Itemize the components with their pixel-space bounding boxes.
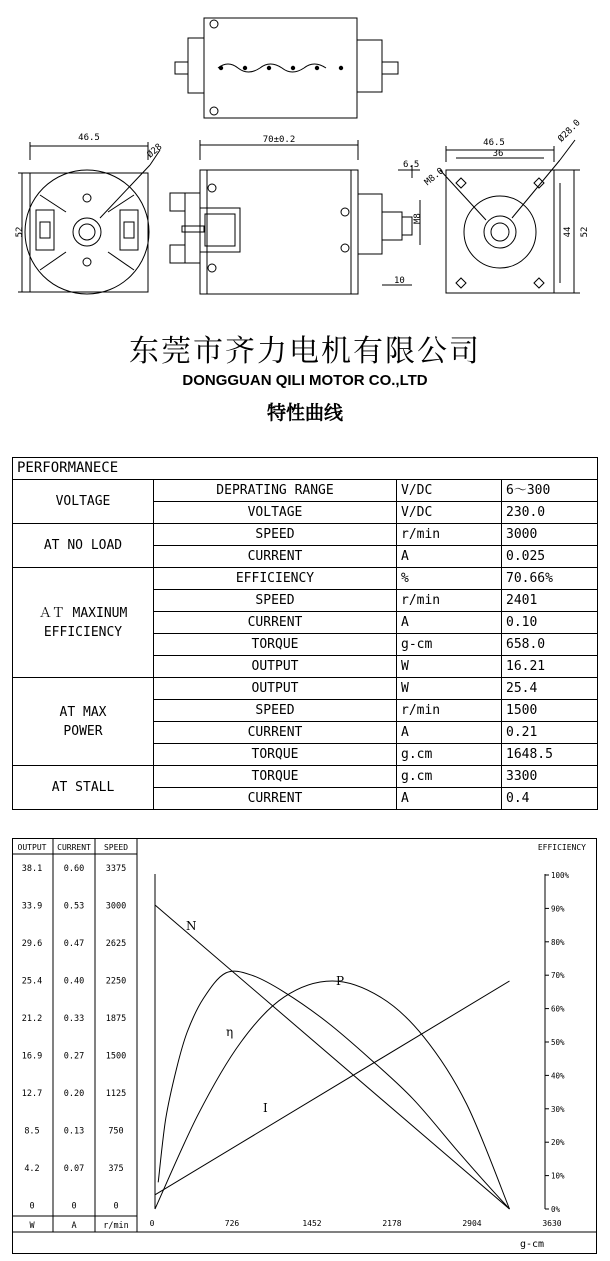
- value-cell: 25.4: [502, 678, 598, 700]
- y-tick-label: 0.33: [63, 1014, 85, 1024]
- value-cell: 0.4: [502, 788, 598, 810]
- param-cell: CURRENT: [154, 788, 397, 810]
- efficiency-tick-label: 40%: [551, 1071, 565, 1081]
- rear-view-drawing: [440, 140, 580, 293]
- company-name-cn: 东莞市齐力电机有限公司: [129, 334, 481, 369]
- param-cell: TORQUE: [154, 744, 397, 766]
- group-label: VOLTAGE: [13, 480, 154, 524]
- param-cell: OUTPUT: [154, 656, 397, 678]
- unit-cell: V/DC: [397, 502, 502, 524]
- group-label: AT STALL: [13, 766, 154, 810]
- value-cell: 2401: [502, 590, 598, 612]
- param-cell: CURRENT: [154, 612, 397, 634]
- y-tick-label: 0.47: [63, 939, 85, 949]
- param-cell: SPEED: [154, 700, 397, 722]
- param-cell: VOLTAGE: [154, 502, 397, 524]
- value-cell: 1500: [502, 700, 598, 722]
- param-cell: SPEED: [154, 590, 397, 612]
- param-cell: OUTPUT: [154, 678, 397, 700]
- value-cell: 3000: [502, 524, 598, 546]
- y-tick-label: 0: [113, 1201, 119, 1212]
- rear-width-label: 46.5: [483, 138, 505, 148]
- axis-header-current: CURRENT: [57, 843, 91, 852]
- value-cell: 16.21: [502, 656, 598, 678]
- rear-height-label: 52: [580, 226, 590, 238]
- y-tick-label: 25.4: [21, 976, 43, 987]
- efficiency-tick-label: 50%: [551, 1038, 565, 1047]
- y-tick-label: 1875: [105, 1014, 127, 1024]
- param-cell: CURRENT: [154, 722, 397, 744]
- unit-cell: A: [397, 788, 502, 810]
- value-cell: 0.025: [502, 546, 598, 568]
- y-tick-label: 0.07: [63, 1164, 85, 1174]
- rear-thread-label: M8.0: [423, 166, 447, 188]
- efficiency-tick-label: 30%: [551, 1104, 565, 1114]
- value-cell: 70.66%: [502, 568, 598, 590]
- unit-cell: r/min: [397, 590, 502, 612]
- y-tick-label: 38.1: [21, 864, 43, 874]
- y-tick-label: 3000: [105, 901, 127, 912]
- efficiency-axis-header: EFFICIENCY: [537, 843, 586, 852]
- y-tick-label: 0.20: [63, 1089, 85, 1099]
- y-tick-label: 0.40: [63, 976, 85, 987]
- y-tick-label: 33.9: [21, 901, 43, 912]
- efficiency-tick-label: 80%: [551, 937, 565, 947]
- series-I-line: [155, 981, 510, 1195]
- y-tick-label: 16.9: [21, 1051, 43, 1062]
- unit-cell: r/min: [397, 524, 502, 546]
- y-tick-label: 29.6: [21, 939, 43, 949]
- y-tick-label: 2625: [105, 939, 127, 949]
- param-cell: TORQUE: [154, 634, 397, 656]
- front-dia-label: Ø28: [145, 142, 165, 161]
- unit-cell: V/DC: [397, 480, 502, 502]
- efficiency-tick-label: 90%: [551, 904, 565, 914]
- characteristic-chart: [12, 838, 597, 1254]
- y-tick-label: 1125: [105, 1089, 127, 1099]
- side-shaft-len-label: 6.5: [403, 160, 420, 170]
- unit-cell: g.cm: [397, 766, 502, 788]
- series-I-label: I: [263, 1101, 268, 1115]
- front-height-label: 52: [15, 226, 25, 238]
- front-width-label: 46.5: [78, 133, 100, 143]
- y-tick-label: 8.5: [24, 1126, 40, 1137]
- table-row: [13, 524, 598, 546]
- value-cell: 1648.5: [502, 744, 598, 766]
- rear-hole-span-label: 36: [492, 149, 504, 159]
- series-P-label: P: [336, 974, 345, 988]
- group-label: ＡＴ MAXINUM EFFICIENCY: [13, 568, 154, 678]
- unit-cell: A: [397, 546, 502, 568]
- series-N-label: N: [186, 919, 197, 933]
- x-tick-label: 2178: [382, 1219, 402, 1228]
- param-cell: EFFICIENCY: [154, 568, 397, 590]
- rear-inner-height-label: 44: [563, 226, 573, 238]
- efficiency-tick-label: 60%: [551, 1004, 565, 1014]
- value-cell: 658.0: [502, 634, 598, 656]
- efficiency-tick-label: 100%: [551, 871, 570, 880]
- unit-cell: r/min: [397, 700, 502, 722]
- side-length-label: 70±0.2: [262, 135, 296, 145]
- axis-unit-speed: r/min: [103, 1221, 129, 1231]
- unit-cell: A: [397, 722, 502, 744]
- axis-unit-output: W: [29, 1221, 35, 1231]
- y-tick-label: 0.27: [63, 1051, 85, 1062]
- table-row: [13, 480, 598, 502]
- table-row: [13, 766, 598, 788]
- x-tick-label: 1452: [302, 1219, 322, 1228]
- y-tick-label: 2250: [105, 976, 127, 987]
- y-tick-label: 4.2: [24, 1164, 40, 1174]
- param-cell: DEPRATING RANGE: [154, 480, 397, 502]
- y-tick-label: 375: [108, 1164, 124, 1174]
- rear-dia-label: Ø28.0: [556, 118, 583, 145]
- performance-title: PERFORMANECE: [13, 458, 598, 480]
- series-N-line: [155, 905, 510, 1209]
- x-tick-label: 0: [149, 1219, 155, 1228]
- param-cell: CURRENT: [154, 546, 397, 568]
- unit-cell: g-cm: [397, 634, 502, 656]
- efficiency-tick-label: 70%: [551, 971, 565, 981]
- y-tick-label: 0.60: [63, 864, 85, 874]
- unit-cell: W: [397, 678, 502, 700]
- param-cell: TORQUE: [154, 766, 397, 788]
- y-tick-label: 0: [71, 1201, 77, 1212]
- group-label: AT NO LOAD: [13, 524, 154, 568]
- top-view-drawing: [175, 18, 398, 118]
- company-name-en: DONGGUAN QILI MOTOR CO.,LTD: [182, 372, 428, 389]
- side-view-drawing: [170, 140, 420, 294]
- performance-table: [12, 457, 598, 810]
- axis-unit-current: A: [71, 1221, 77, 1231]
- y-tick-label: 750: [108, 1126, 124, 1137]
- y-tick-label: 0.53: [63, 901, 85, 912]
- value-cell: 0.10: [502, 612, 598, 634]
- axis-header-output: OUTPUT: [17, 843, 47, 852]
- group-label: AT MAX POWER: [13, 678, 154, 766]
- param-cell: SPEED: [154, 524, 397, 546]
- y-tick-label: 0.13: [63, 1126, 85, 1137]
- series-η-label: η: [226, 1025, 234, 1039]
- technical-drawings: [0, 0, 610, 310]
- unit-cell: W: [397, 656, 502, 678]
- unit-cell: g.cm: [397, 744, 502, 766]
- value-cell: 230.0: [502, 502, 598, 524]
- y-tick-label: 3375: [105, 864, 127, 874]
- y-tick-label: 12.7: [21, 1089, 43, 1099]
- side-thread-label: M8: [413, 213, 423, 224]
- value-cell: 6～300: [502, 480, 598, 502]
- table-row: [13, 678, 598, 700]
- x-tick-label: 726: [224, 1219, 240, 1228]
- y-tick-label: 21.2: [21, 1014, 43, 1024]
- y-tick-label: 1500: [105, 1051, 127, 1062]
- value-cell: 3300: [502, 766, 598, 788]
- table-row: [13, 568, 598, 590]
- axis-header-speed: SPEED: [103, 843, 129, 852]
- side-shaft-ext-label: 10: [394, 276, 405, 286]
- y-tick-label: 0: [29, 1201, 35, 1212]
- series-P-line: [155, 981, 510, 1209]
- x-axis-label: g-cm: [519, 1239, 545, 1250]
- x-tick-label: 3630: [542, 1219, 562, 1228]
- x-tick-label: 2904: [462, 1219, 482, 1228]
- unit-cell: %: [397, 568, 502, 590]
- front-view-drawing: [18, 142, 160, 294]
- efficiency-tick-label: 0%: [551, 1205, 561, 1214]
- document-title: 特性曲线: [266, 402, 343, 424]
- unit-cell: A: [397, 612, 502, 634]
- efficiency-tick-label: 10%: [551, 1171, 565, 1181]
- value-cell: 0.21: [502, 722, 598, 744]
- efficiency-tick-label: 20%: [551, 1138, 565, 1148]
